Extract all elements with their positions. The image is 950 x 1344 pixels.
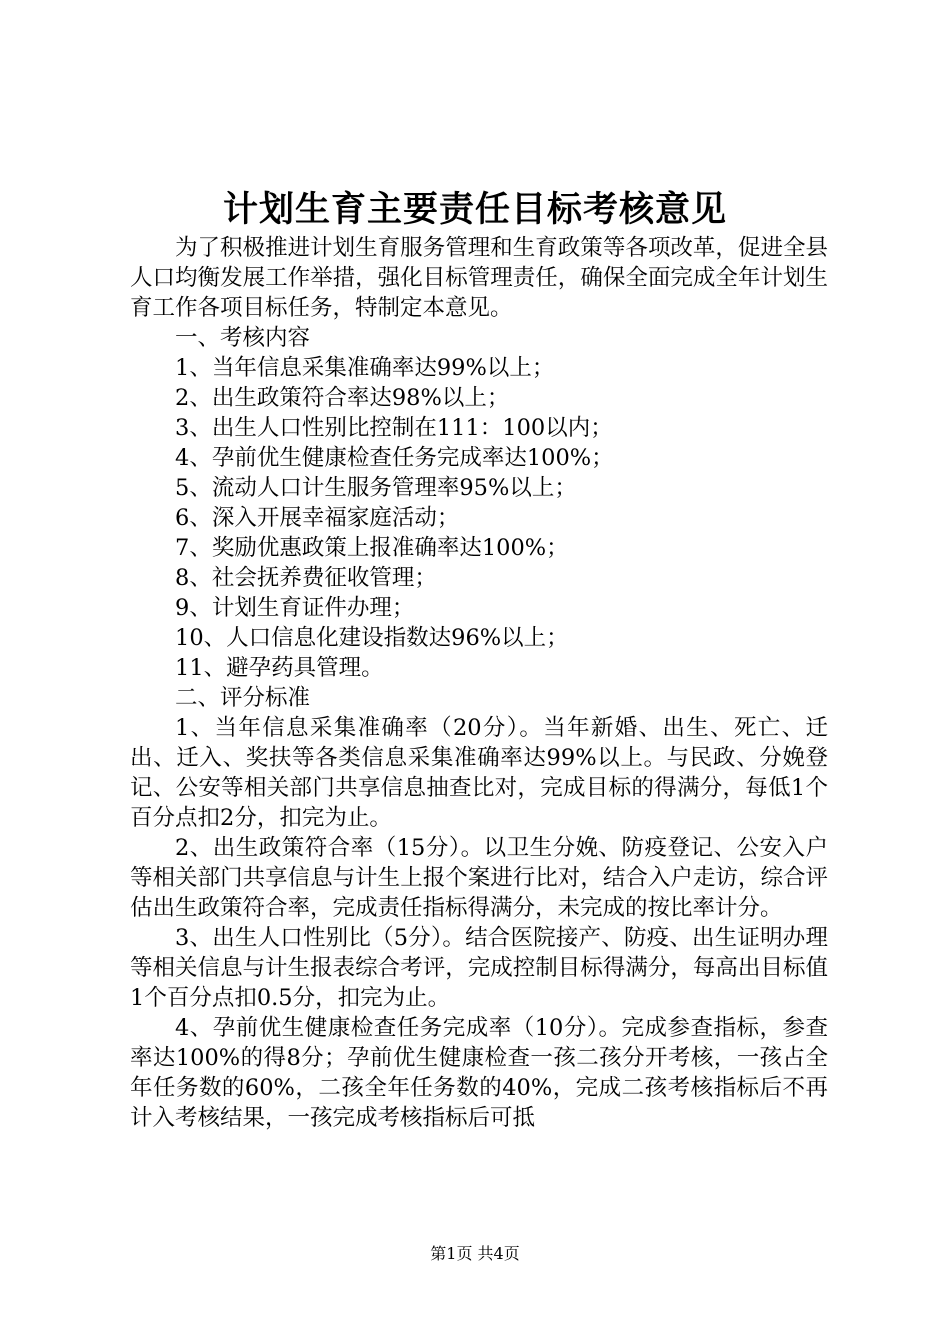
scoring-paragraph: 2、出生政策符合率（15分）。以卫生分娩、防疫登记、公安入户等相关部门共享信息与计生上报个案进行比对，结合入户走访，综合评估出生政策符合率，完成责任指标得满分，未完成的按比率计分。 (130, 835, 828, 921)
list-item: 8、社会抚养费征收管理； (175, 565, 437, 591)
scoring-paragraph: 1、当年信息采集准确率（20分）。当年新婚、出生、死亡、迁出、迁入、奖扶等各类信息采集准确率达99%以上。与民政、分娩登记、公安等相关部门共享信息抽查比对，完成目标的得满分，每低1个百分点扣2分，扣完为止。 (130, 715, 828, 831)
document-title: 计划生育主要责任目标考核意见 (222, 189, 727, 230)
scoring-paragraph: 4、孕前优生健康检查任务完成率（10分）。完成参查指标，参查率达100%的得8分；孕前优生健康检查一孩二孩分开考核，一孩占全年任务数的60%，二孩全年任务数的40%，完成二孩考核指标后不再计入考核结果，一孩完成考核指标后可抵 (130, 1015, 828, 1131)
list-item: 1、当年信息采集准确率达99%以上； (175, 355, 555, 381)
list-item: 3、出生人口性别比控制在111：100以内； (175, 415, 613, 441)
section-heading-scoring: 二、评分标准 (175, 685, 311, 711)
list-item: 9、计划生育证件办理； (175, 595, 415, 621)
list-item: 2、出生政策符合率达98%以上； (175, 385, 510, 411)
list-item: 7、奖励优惠政策上报准确率达100%； (175, 535, 569, 561)
list-item: 11、避孕药具管理。 (175, 655, 384, 681)
list-item: 4、孕前优生健康检查任务完成率达100%； (175, 445, 614, 471)
document-body (130, 233, 828, 1133)
page-number: 第1页 共4页 (430, 1244, 520, 1263)
list-item: 10、人口信息化建设指数达96%以上； (175, 625, 569, 651)
list-item: 5、流动人口计生服务管理率95%以上； (175, 475, 577, 501)
section-heading-content: 一、考核内容 (175, 325, 311, 351)
list-item: 6、深入开展幸福家庭活动； (175, 505, 460, 531)
paragraph-intro: 为了积极推进计划生育服务管理和生育政策等各项改革，促进全县人口均衡发展工作举措，强化目标管理责任，确保全面完成全年计划生育工作各项目标任务，特制定本意见。 (130, 235, 828, 321)
scoring-paragraph: 3、出生人口性别比（5分）。结合医院接产、防疫、出生证明办理等相关信息与计生报表综合考评，完成控制目标得满分，每高出目标值1个百分点扣0.5分，扣完为止。 (130, 925, 828, 1011)
